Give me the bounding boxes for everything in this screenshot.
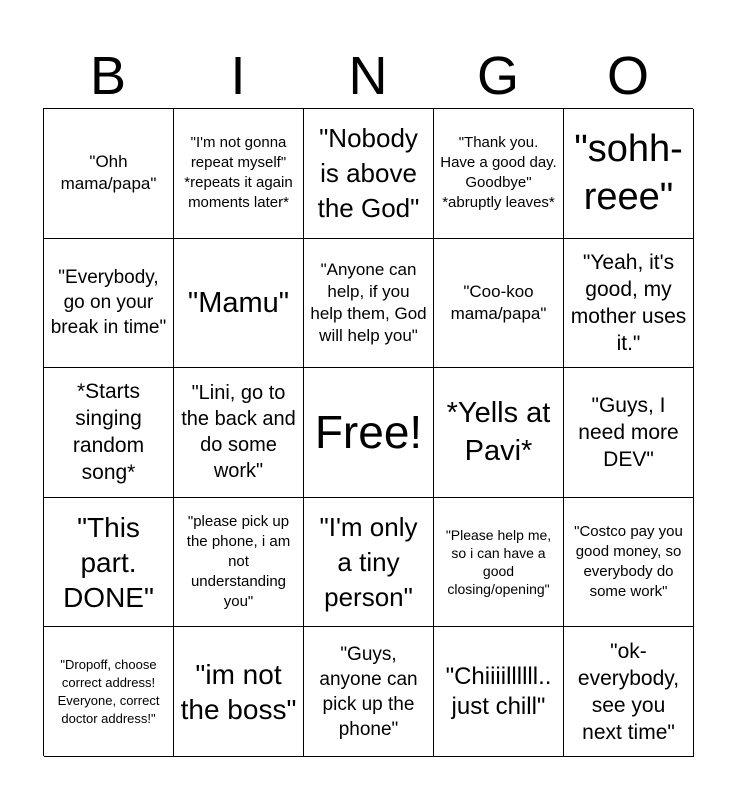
bingo-cell-text: "This part. DONE" <box>63 511 154 613</box>
bingo-cell-text: "Mamu" <box>187 286 290 319</box>
bingo-cell[interactable] <box>564 627 694 757</box>
bingo-cell-text: "Guys, anyone can pick up the phone" <box>319 643 418 740</box>
bingo-cell[interactable] <box>44 627 174 757</box>
bingo-cell-text: "sohh-reee" <box>574 128 683 219</box>
bingo-cell[interactable] <box>304 498 434 628</box>
bingo-cell-text: "I'm not gonna repeat myself" *repeats it again moments later* <box>184 134 293 212</box>
header-letter-g: G <box>476 46 519 106</box>
bingo-cell-text: "Anyone can help, if you help them, God will help you" <box>310 259 427 345</box>
header-letter-i: I <box>230 46 246 106</box>
header-letter-n: N <box>348 46 388 106</box>
bingo-cell[interactable] <box>304 239 434 369</box>
bingo-cell-text: *Starts singing random song* <box>72 380 145 485</box>
header-letter-b: B <box>89 46 127 106</box>
bingo-cell[interactable] <box>434 368 564 498</box>
bingo-cell[interactable] <box>564 239 694 369</box>
bingo-header <box>43 44 693 108</box>
bingo-cell-text: "Guys, I need more DEV" <box>578 393 679 471</box>
header-letter-o: O <box>606 46 649 106</box>
bingo-cell-text: "Coo-koo mama/papa" <box>450 281 547 323</box>
bingo-cell-text: "Everybody, go on your break in time" <box>50 267 167 339</box>
bingo-cell-text: "Please help me, so i can have a good closing/opening" <box>445 527 552 598</box>
bingo-cell-text: "Chiiiillllll.. just chill" <box>445 662 552 720</box>
bingo-cell-text: "Yeah, it's good, my mother uses it." <box>570 250 687 355</box>
free-space-text: Free! <box>314 406 423 459</box>
bingo-cell[interactable] <box>434 239 564 369</box>
bingo-cell-text: "Ohh mama/papa" <box>60 152 157 194</box>
bingo-cell[interactable] <box>44 109 174 239</box>
bingo-cell-text: "Nobody is above the God" <box>317 122 420 223</box>
bingo-cell[interactable] <box>174 627 304 757</box>
bingo-cell[interactable] <box>44 239 174 369</box>
bingo-cell-text: "Dropoff, choose correct address! Everyone, correct doctor address!" <box>57 656 160 726</box>
bingo-cell[interactable] <box>564 368 694 498</box>
bingo-cell[interactable] <box>304 627 434 757</box>
bingo-grid <box>43 108 693 756</box>
bingo-cell[interactable] <box>434 627 564 757</box>
bingo-cell[interactable] <box>304 109 434 239</box>
bingo-cell-text: *Yells at Pavi* <box>446 397 551 468</box>
bingo-cell-text: "please pick up the phone, i am not understanding you" <box>186 513 291 611</box>
bingo-cell[interactable] <box>434 109 564 239</box>
bingo-cell[interactable] <box>44 368 174 498</box>
bingo-cell-text: "ok- everybody, see you next time" <box>577 639 680 744</box>
bingo-cell[interactable] <box>44 498 174 628</box>
bingo-cell-text: "Lini, go to the back and do some work" <box>181 382 296 483</box>
bingo-cell-text: "im not the boss" <box>180 658 297 725</box>
bingo-cell[interactable] <box>434 498 564 628</box>
bingo-cell[interactable] <box>564 109 694 239</box>
bingo-cell[interactable] <box>174 239 304 369</box>
bingo-cell-text: "Thank you. Have a good day. Goodbye" *abruptly leaves* <box>440 134 557 212</box>
bingo-cell-text: "Costco pay you good money, so everybody do some work" <box>574 523 683 601</box>
bingo-cell[interactable] <box>174 109 304 239</box>
bingo-cell[interactable] <box>174 498 304 628</box>
bingo-cell[interactable] <box>564 498 694 628</box>
bingo-cell[interactable] <box>174 368 304 498</box>
bingo-cell-text: "I'm only a tiny person" <box>319 511 418 612</box>
free-space-cell[interactable] <box>304 368 434 498</box>
